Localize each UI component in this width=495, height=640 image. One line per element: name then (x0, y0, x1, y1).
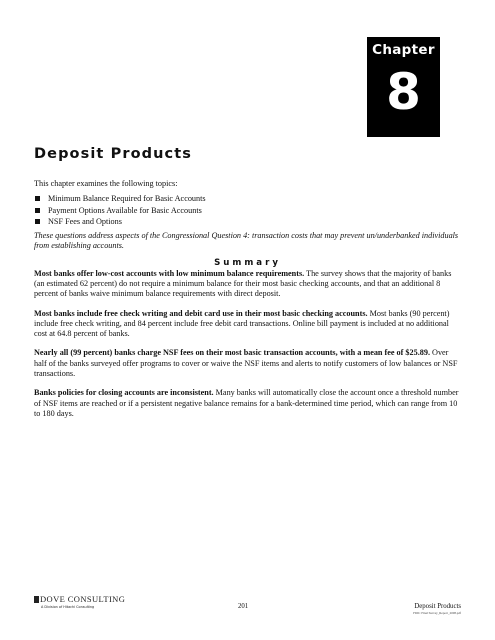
topic-item (34, 216, 461, 228)
chapter-badge (367, 37, 440, 137)
footer-section (413, 603, 461, 615)
intro-text: This chapter examines the following topics: (34, 179, 178, 188)
chapter-label: Chapter (372, 42, 435, 58)
summary-paragraph (34, 388, 461, 419)
summary-paragraph (34, 269, 461, 300)
paragraph-lead: Most banks offer low-cost accounts with low minimum balance requirements. (34, 268, 305, 278)
square-bullet-icon (35, 208, 40, 213)
logo-text: DOVE CONSULTING (40, 594, 126, 604)
paragraph-body: The survey shows that the majority of banks (an estimated 62 percent) do not require a minimum balance for their most basic checking accounts, and that an additional 8 percent of banks waive minimum balance requirements with direct deposit. (34, 268, 452, 299)
summary-paragraph (34, 309, 461, 340)
topic-label: Minimum Balance Required for Basic Accounts (48, 194, 206, 204)
chapter-title: Deposit Products (34, 146, 192, 162)
question-note: These questions address aspects of the Congressional Question 4: transaction costs that may prevent un/underbanked individuals from establishing accounts. (34, 230, 459, 251)
page-number: 201 (238, 603, 249, 610)
logo-wordmark (34, 594, 134, 604)
logo-subtext: A Division of Hitachi Consulting (41, 605, 95, 609)
chapter-content (34, 179, 461, 428)
topic-label: NSF Fees and Options (48, 217, 122, 227)
topic-list (34, 193, 461, 228)
paragraph-body: Many banks will automatically close the account once a threshold number of NSF items are reached or if a persistent negative balance remains for a bank-determined time period, which can range from 10 to 180 days. (34, 388, 459, 418)
summary-paragraph (34, 348, 461, 379)
chapter-number: 8 (386, 63, 421, 121)
topic-label: Payment Options Available for Basic Accounts (48, 205, 202, 215)
paragraph-lead: Nearly all (99 percent) banks charge NSF fees on their most basic transaction accounts, with a mean fee of $25.89. (34, 348, 430, 358)
paragraph-body: Over half of the banks surveyed offer programs to cover or waive the NSF items and alerts to notify customers of low balances or NSF transactions. (34, 348, 458, 379)
square-bullet-icon (35, 219, 40, 224)
footer-file-ref: FDIC Final Survey_Report_2008.pdf (413, 611, 461, 615)
topic-item (34, 193, 461, 205)
company-logo (34, 594, 134, 609)
paragraph-lead: Banks policies for closing accounts are inconsistent. (34, 388, 214, 398)
summary-heading: Summary (214, 258, 281, 269)
square-bullet-icon (35, 196, 40, 201)
footer-section-title: Deposit Products (414, 603, 461, 610)
topic-item (34, 205, 461, 217)
paragraph-body: Most banks (90 percent) include free check writing, and 84 percent include free debit card transactions. Online bill payment is included at no additional cost at 64.8 percent of banks. (34, 308, 450, 339)
paragraph-lead: Most banks include free check writing and debit card use in their most basic checking accounts. (34, 308, 368, 318)
logo-mark-icon (34, 596, 39, 603)
